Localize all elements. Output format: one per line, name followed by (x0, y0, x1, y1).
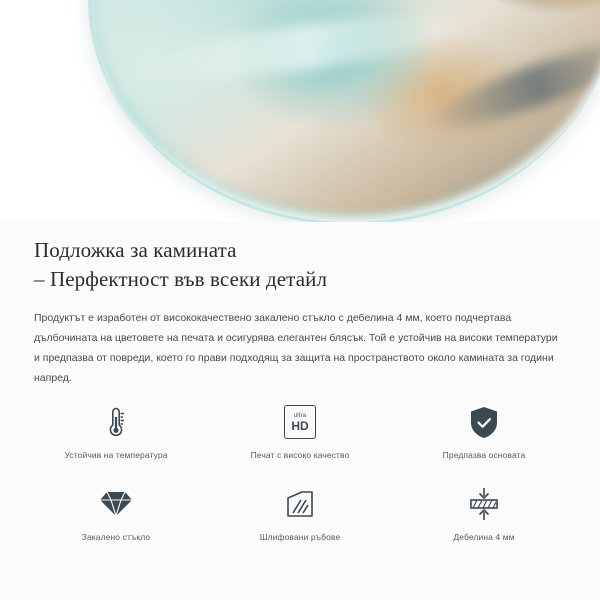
diamond-icon (99, 482, 133, 526)
shield-check-icon (468, 400, 500, 444)
page-title (0, 222, 600, 294)
feature-label: Предпазва основата (442, 450, 526, 460)
title-line-2: – Перфектност във всеки детайл (34, 267, 328, 291)
thickness-arrows-icon (467, 482, 501, 526)
description-paragraph: Продуктът е изработен от висококачествено закалено стъкло с дебелина 4 мм, което подчертава дълбочината на цветовете на печата и осигурява елегантен блясък. Той е устойчив на високи температури и предпазва от повреди, което го прави подходящ за защита на пространството около камината за години напред. (34, 312, 558, 384)
ultra-hd-badge-top: ultra (293, 412, 307, 419)
ultra-hd-icon (284, 400, 316, 444)
feature-label: Печат с високо качество (250, 450, 350, 460)
feature-label: Устойчив на температура (64, 450, 168, 460)
thermometer-icon (103, 400, 129, 444)
feature-item-tempered-glass (24, 482, 208, 564)
marble-vein (148, 1, 471, 91)
feature-item-polished-edges (208, 482, 392, 564)
feature-label: Закалено стъкло (81, 532, 151, 542)
glass-plate-image (80, 0, 600, 222)
text-block (0, 222, 600, 388)
feature-item-protects-base (392, 400, 576, 482)
ultra-hd-badge-bottom: HD (291, 418, 309, 433)
feature-label: Дебелина 4 мм (453, 532, 515, 542)
polished-edges-icon (284, 482, 316, 526)
feature-label: Шлифовани ръбове (259, 532, 341, 542)
marble-vein (421, 28, 600, 144)
title-line-1: Подложка за камината (34, 238, 237, 262)
hero-image (0, 0, 600, 222)
feature-item-print-quality (208, 400, 392, 482)
feature-grid (0, 400, 600, 564)
feature-item-temperature (24, 400, 208, 482)
feature-item-thickness (392, 482, 576, 564)
